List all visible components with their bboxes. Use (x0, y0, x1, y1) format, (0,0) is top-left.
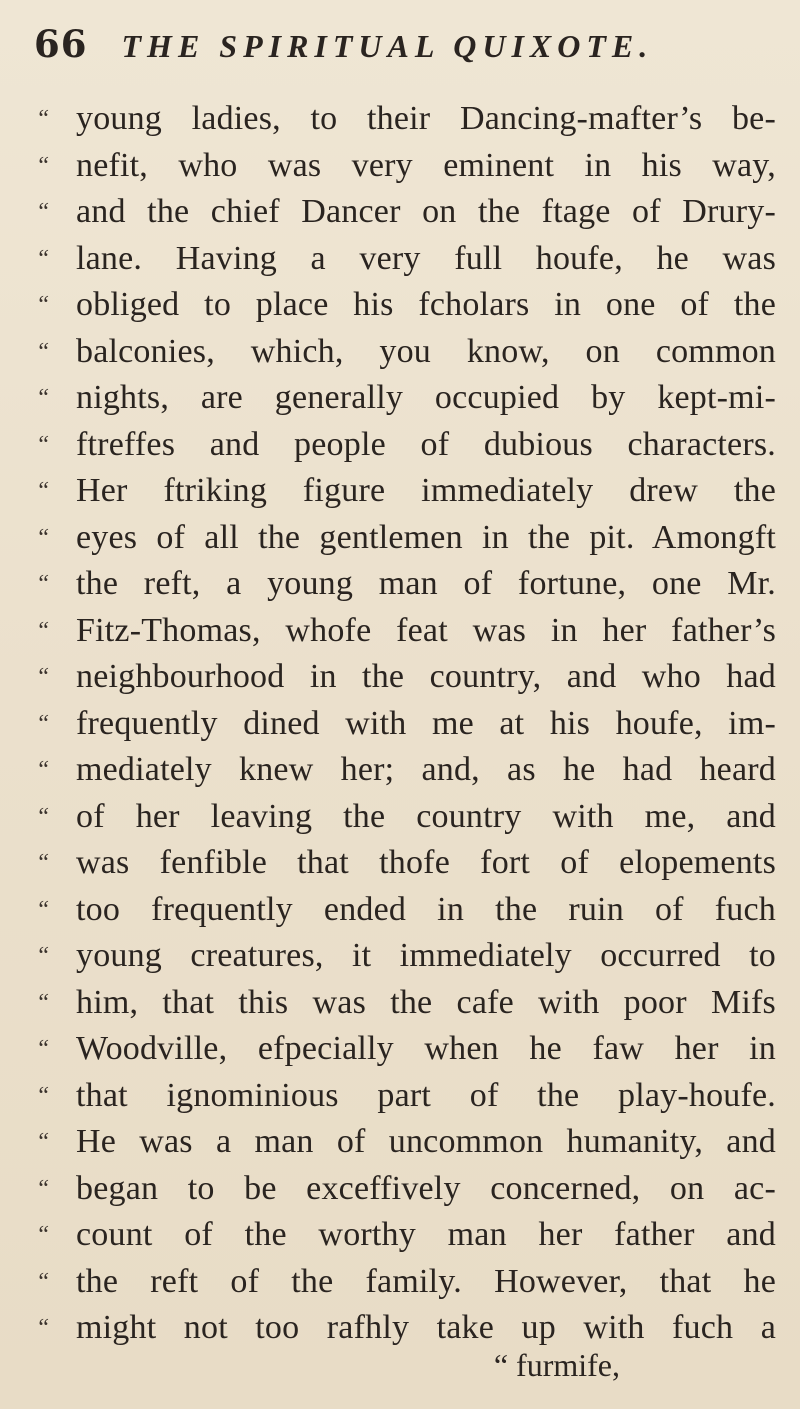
quote-mark: “ (36, 338, 50, 365)
quote-mark: “ (36, 757, 50, 783)
line-text: lane. Having a very full houfe, he was (76, 239, 776, 277)
quote-mark: “ (36, 524, 50, 551)
text-line (36, 840, 776, 887)
line-text: neighbourhood in the country, and who had (76, 658, 776, 695)
quote-mark: “ (36, 152, 50, 179)
page-header (34, 22, 653, 74)
line-text: too frequently ended in the ruin of fuch (76, 890, 776, 928)
line-text: young creatures, it immediately occurred to (76, 937, 776, 974)
text-line (36, 143, 776, 190)
text-line (36, 794, 776, 841)
quote-mark: “ (36, 245, 50, 272)
quote-mark: “ (36, 1129, 50, 1155)
quote-mark: “ (36, 199, 50, 225)
line-text: was fenfible that thofe fort of elopements (76, 844, 776, 881)
line-text: him, that this was the cafe with poor Mifs (76, 983, 776, 1021)
line-text: might not too rafhly take up with fuch a (76, 1309, 776, 1346)
line-text: the reft of the family. However, that he (76, 1262, 776, 1300)
line-text: eyes of all the gentlemen in the pit. Amongft (76, 518, 776, 556)
text-line (36, 1166, 776, 1213)
quote-mark: “ (36, 571, 50, 597)
text-line (36, 375, 776, 422)
line-text: obliged to place his fcholars in one of the (76, 286, 776, 323)
text-line (36, 887, 776, 934)
running-head: THE SPIRITUAL QUIXOTE. (121, 28, 654, 64)
text-line (36, 701, 776, 748)
line-text: of her leaving the country with me, and (76, 797, 776, 835)
line-text: and the chief Dancer on the ftage of Drury- (76, 193, 776, 230)
text-line (36, 1119, 776, 1166)
quote-mark: “ (36, 478, 50, 504)
text-line (36, 1305, 776, 1352)
body-text (36, 96, 776, 1352)
text-line (36, 1212, 776, 1259)
line-text: frequently dined with me at his houfe, im- (76, 704, 776, 742)
text-line (36, 747, 776, 794)
quote-mark: “ (36, 1175, 50, 1202)
text-line (36, 1073, 776, 1120)
text-line (36, 422, 776, 469)
text-line (36, 515, 776, 562)
line-text: nefit, who was very eminent in his way, (76, 146, 776, 184)
text-line (36, 189, 776, 236)
quote-mark: “ (36, 106, 50, 132)
catchword: “ furmife, (493, 1347, 620, 1383)
line-text: Her ftriking figure immediately drew the (76, 472, 776, 509)
line-text: He was a man of uncommon humanity, and (76, 1123, 776, 1160)
text-line (36, 329, 776, 376)
quote-mark: “ (36, 803, 50, 830)
text-line (36, 236, 776, 283)
line-text: count of the worthy man her father and (76, 1216, 776, 1253)
text-line (36, 561, 776, 608)
quote-mark: “ (36, 1036, 50, 1062)
line-text: Woodville, efpecially when he faw her in (76, 1030, 776, 1067)
text-line (36, 933, 776, 980)
quote-mark: “ (36, 1082, 50, 1109)
line-text: that ignominious part of the play-houfe. (76, 1076, 776, 1114)
quote-mark: “ (36, 664, 50, 690)
quote-mark: “ (36, 1268, 50, 1295)
quote-mark: “ (36, 1222, 50, 1248)
page-number: 66 (34, 22, 88, 66)
line-text: nights, are generally occupied by kept-mi- (76, 379, 776, 416)
text-line (36, 96, 776, 143)
text-line (36, 608, 776, 655)
quote-mark: “ (36, 292, 50, 318)
line-text: balconies, which, you know, on common (76, 332, 776, 370)
text-line (36, 980, 776, 1027)
quote-mark: “ (36, 385, 50, 411)
text-line (36, 1259, 776, 1306)
quote-mark: “ (36, 896, 50, 923)
line-text: began to be exceffively concerned, on ac- (76, 1169, 776, 1207)
quote-mark: “ (36, 431, 50, 458)
line-text: the reft, a young man of fortune, one Mr. (76, 565, 776, 602)
quote-mark: “ (36, 943, 50, 969)
quote-mark: “ (36, 710, 50, 737)
line-text: Fitz-Thomas, whofe feat was in her father’s (76, 611, 776, 649)
quote-mark: “ (36, 850, 50, 876)
text-line (36, 654, 776, 701)
line-text: young ladies, to their Dancing-mafter’s be- (76, 100, 776, 137)
line-text: ftreffes and people of dubious characters. (76, 425, 776, 463)
quote-mark: “ (36, 617, 50, 644)
quote-mark: “ (36, 989, 50, 1016)
text-line (36, 468, 776, 515)
quote-mark: “ (36, 1315, 50, 1341)
text-line (36, 282, 776, 329)
text-line (36, 1026, 776, 1073)
line-text: mediately knew her; and, as he had heard (76, 751, 776, 788)
